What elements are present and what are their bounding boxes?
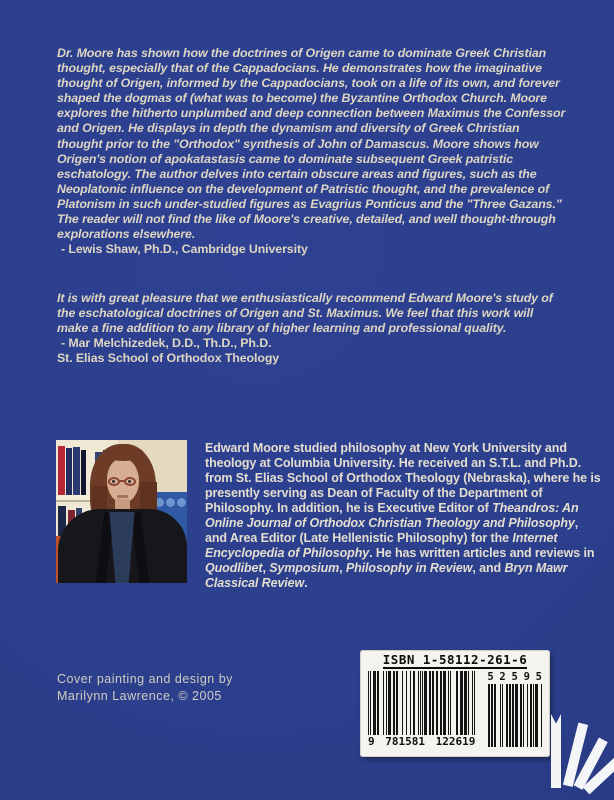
- ean5-supplement-barcode: [487, 671, 542, 748]
- bio-journal-title: Bryn Mawr Classical Review: [205, 561, 568, 590]
- bio-journal-title: Symposium: [269, 561, 340, 575]
- endorsement-2-attribution-name: - Mar Melchizedek, D.D., Th.D., Ph.D.: [61, 336, 272, 351]
- author-photo: [56, 440, 187, 583]
- endorsement-quote-2: [57, 291, 567, 366]
- bio-journal-title: Quodlibet: [205, 561, 263, 575]
- photo-detail: [81, 450, 86, 496]
- photo-detail: [128, 480, 131, 483]
- bio-journal-title: Philosophy in Review: [345, 561, 473, 575]
- book-icon: [551, 714, 561, 788]
- endorsement-1-attribution: - Lewis Shaw, Ph.D., Cambridge University: [61, 242, 308, 257]
- supp-digit: 5: [511, 671, 518, 683]
- ean5-digits: [487, 671, 542, 683]
- ean13-bars: [368, 671, 475, 735]
- ean-digit-group: 781581: [385, 735, 425, 748]
- photo-detail: [66, 448, 72, 496]
- isbn-label: ISBN 1-58112-261-6: [382, 652, 528, 667]
- photo-detail: [119, 480, 125, 482]
- cover-credit-line1: Cover painting and design by: [57, 672, 233, 686]
- isbn-barcode: [360, 650, 550, 757]
- photo-detail: [102, 446, 144, 461]
- bio-journal-title: Internet Encyclopedia of Philosophy: [205, 531, 558, 560]
- bio-text: .: [304, 576, 308, 590]
- endorsement-1-text: Dr. Moore has shown how the doctrines of Origen came to dominate Greek Christian thought, especially that of the Cappadocians. He demonstrates how the imaginative thought of Origen, informed by the Cappadocians, took on a life of its own, and forever shaped the dogmas of (what was to become) the Byzantine Orthodox Church. Moore explores the hitherto unplumbed and deep connection between Maximus the Confessor and Origen. He displays in depth the dynamism and diversity of Greek Christian thought prior to the "Orthodox" synthesis of John of Damascus. Moore shows how Origen's notion of apokatastasis came to dominate subsequent Greek patristic eschatology. The author delves into certain obscure areas and figures, such as the Neoplatonic influence on the development of Patristic thought, and the prevalence of Platonism in such under-studied figures as Evagrius Ponticus and the "Three Gazans." The reader will not find the like of Moore's creative, detailed, and well thought-through explorations elsewhere.: [57, 46, 566, 242]
- cover-credit-line2: Marilynn Lawrence, © 2005: [57, 688, 222, 703]
- supp-digit: 5: [487, 671, 494, 683]
- ean-digit-group: 9: [368, 735, 375, 748]
- photo-detail: [177, 498, 186, 507]
- photo-detail: [117, 495, 128, 498]
- publisher-books-logo: [547, 700, 613, 794]
- bio-text: , and: [472, 561, 505, 575]
- photo-detail: [112, 480, 115, 483]
- barcode-module: [541, 684, 542, 747]
- photo-detail: [166, 498, 175, 507]
- ean13-digits: [368, 736, 475, 748]
- cover-credit: [57, 671, 233, 704]
- endorsement-2-text: It is with great pleasure that we enthusiastically recommend Edward Moore's study of the eschatological doctrines of Origen and St. Maximus. We feel that this work will make a fine addition to any library of higher learning and professional quality.: [57, 291, 553, 336]
- ean13-barcode: [368, 671, 475, 748]
- ean-digit-group: 122619: [435, 735, 476, 748]
- bio-text: Edward Moore studied philosophy at New York University and theology at Columbia University. He received an S.T.L. and Ph.D. from St. Elias School of Orthodox Theology (Nebraska), where he is presently serving as Dean of Faculty of the Department of Philosophy. In addition, he is Executive Editor of: [205, 441, 601, 515]
- endorsement-quote-1: [57, 46, 567, 257]
- photo-detail: [73, 447, 80, 497]
- supp-digit: 2: [499, 671, 506, 683]
- ean5-bars: [487, 684, 542, 747]
- supp-digit: 9: [523, 671, 530, 683]
- photo-detail: [58, 446, 65, 496]
- barcode-module: [474, 671, 475, 735]
- bio-text: ,: [262, 561, 270, 575]
- bio-journal-title: Theandros: An Online Journal of Orthodox Christian Theology and Philosophy: [205, 501, 579, 530]
- bio-text: , and Area Editor (Late Hellenistic Philosophy) for the: [205, 516, 579, 545]
- endorsement-2-attribution-org: St. Elias School of Orthodox Theology: [57, 351, 280, 366]
- bio-text: ,: [339, 561, 346, 575]
- author-bio: [205, 441, 603, 591]
- bio-text: . He has written articles and reviews in: [369, 546, 595, 560]
- supp-digit: 5: [535, 671, 542, 683]
